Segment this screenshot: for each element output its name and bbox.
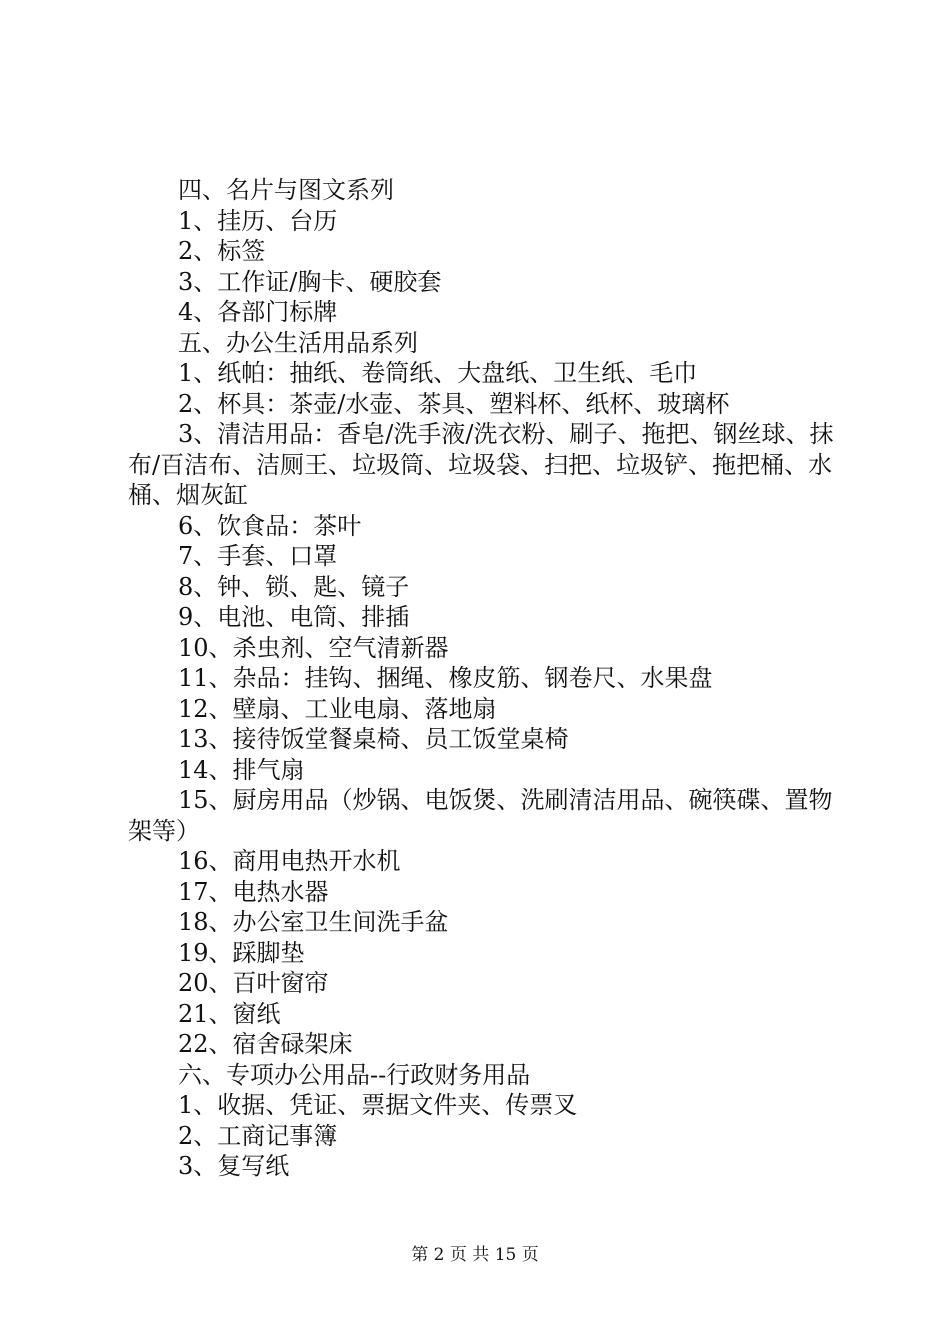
section-heading-5: 五、办公生活用品系列: [178, 328, 418, 357]
list-item: 1、收据、凭证、票据文件夹、传票叉: [178, 1091, 578, 1119]
list-item: 2、杯具：茶壶/水壶、茶具、塑料杯、纸杯、玻璃杯: [178, 389, 730, 418]
section-heading-4: 四、名片与图文系列: [178, 176, 394, 204]
list-item: 19、踩脚垫: [178, 938, 305, 967]
list-item: 6、饮食品：茶叶: [178, 511, 362, 540]
list-item: 8、钟、锁、匙、镜子: [178, 572, 410, 601]
list-item: 11、杂品：挂钩、捆绳、橡皮筋、钢卷尺、水果盘: [178, 664, 713, 692]
list-item: 14、排气扇: [178, 755, 305, 784]
list-item: 12、壁扇、工业电扇、落地扇: [178, 694, 497, 723]
list-item: 2、工商记事簿: [178, 1121, 338, 1150]
list-item-cleaning: 3、清洁用品：香皂/洗手液/洗衣粉、刷子、拖把、钢丝球、抹布/百洁布、洁厕王、垃圾筒、垃圾袋、扫把、垃圾铲、拖把桶、水桶、烟灰缸: [128, 420, 834, 509]
list-item: 13、接待饭堂餐桌椅、员工饭堂桌椅: [178, 725, 569, 753]
list-item: 16、商用电热开水机: [178, 847, 401, 875]
section-heading-6: 六、专项办公用品--行政财务用品: [178, 1060, 531, 1089]
list-item: 22、宿舍碌架床: [178, 1030, 353, 1058]
list-item: 3、工作证/胸卡、硬胶套: [178, 267, 442, 296]
page-number-footer: 第 2 页 共 15 页: [411, 1245, 539, 1265]
list-item: 21、窗纸: [178, 999, 281, 1028]
list-item: 1、纸帕：抽纸、卷筒纸、大盘纸、卫生纸、毛巾: [178, 359, 698, 387]
list-item: 18、办公室卫生间洗手盆: [178, 908, 449, 936]
list-item: 9、电池、电筒、排插: [178, 603, 410, 631]
list-item: 4、各部门标牌: [178, 298, 338, 326]
list-item: 10、杀虫剂、空气清新器: [178, 633, 449, 662]
document-body: [128, 175, 848, 1182]
list-item: 3、复写纸: [178, 1152, 290, 1180]
list-item: 2、标签: [178, 237, 266, 265]
list-item: 20、百叶窗帘: [178, 969, 329, 997]
list-item: 17、电热水器: [178, 877, 329, 906]
list-item: 1、挂历、台历: [178, 206, 338, 235]
list-item: 7、手套、口罩: [178, 542, 338, 570]
list-item-kitchen: 15、厨房用品（炒锅、电饭煲、洗刷清洁用品、碗筷碟、置物架等）: [128, 786, 833, 845]
